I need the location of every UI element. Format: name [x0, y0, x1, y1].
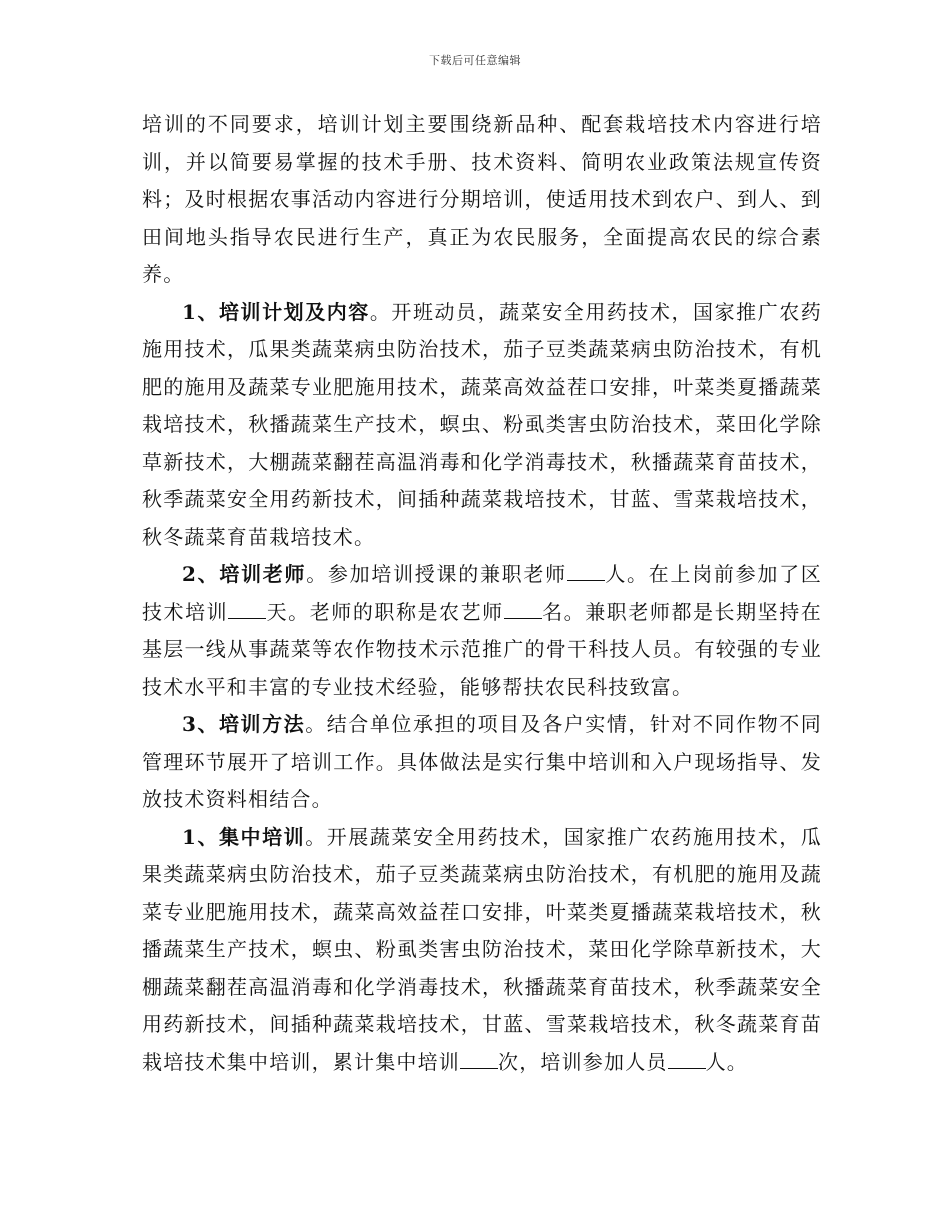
- fill-in-blank: [460, 1050, 498, 1069]
- paragraph-text: 。参加培训授课的兼职老师: [306, 562, 567, 586]
- section-heading: 1、集中培训: [182, 824, 306, 849]
- paragraph-text: 天。老师的职称是农艺师: [266, 599, 504, 624]
- paragraph-text: 。结合单位承担的项目及各户实情，针对不同作物不同管理环节展开了培训工作。具体做法是实行集中培训和入户现场指导、发放技术资料相结合。: [142, 712, 822, 811]
- fill-in-blank: [668, 1050, 706, 1069]
- page-header: 下载后可任意编辑: [429, 54, 521, 67]
- fill-in-blank: [228, 600, 266, 619]
- document-body: [142, 106, 822, 1081]
- section-heading: 1、培训计划及内容: [182, 299, 370, 324]
- section-heading: 3、培训方法: [182, 712, 306, 736]
- paragraph-training-teachers: [142, 556, 822, 706]
- paragraph-text: 。开展蔬菜安全用药技术，国家推广农药施用技术，瓜果类蔬菜病虫防治技术，茄子豆类蔬菜病虫防治技术，有机肥的施用及蔬菜专业肥施用技术，蔬菜高效益茬口安排，叶菜类夏播蔬菜栽培技术，秋播蔬菜生产技术，螟虫、粉虱类害虫防治技术，菜田化学除草新技术，大棚蔬菜翻茬高温消毒和化学消毒技术，秋播蔬菜育苗技术，秋季蔬菜安全用药新技术，间插种蔬菜栽培技术，甘蓝、雪菜栽培技术，秋冬蔬菜育苗栽培技术集中培训，累计集中培训: [142, 824, 822, 1074]
- paragraph-text: 名。兼职老师都是长期坚持在基层一线从事蔬菜等农作物技术示范推广的骨干科技人员。有较强的专业技术水平和丰富的专业技术经验，能够帮扶农民科技致富。: [142, 599, 822, 699]
- paragraph-training-plan: [142, 294, 822, 557]
- paragraph-text: 人。在上岗前参加了区技术培训: [142, 562, 822, 624]
- paragraph-text: 人。: [705, 1049, 749, 1074]
- fill-in-blank: [567, 562, 605, 581]
- paragraph-training-methods: [142, 706, 822, 819]
- section-heading: 2、培训老师: [182, 562, 307, 586]
- paragraph-text: 培训的不同要求，培训计划主要围绕新品种、配套栽培技术内容进行培训，并以简要易掌握的技术手册、技术资料、简明农业政策法规宣传资料；及时根据农事活动内容进行分期培训，使适用技术到农户、到人、到田间地头指导农民进行生产，真正为农民服务，全面提高农民的综合素养。: [142, 112, 822, 286]
- fill-in-blank: [504, 600, 542, 619]
- paragraph-text: 。开班动员，蔬菜安全用药技术，国家推广农药施用技术，瓜果类蔬菜病虫防治技术，茄子豆类蔬菜病虫防治技术，有机肥的施用及蔬菜专业肥施用技术，蔬菜高效益茬口安排，叶菜类夏播蔬菜栽培技术，秋播蔬菜生产技术，螟虫、粉虱类害虫防治技术，菜田化学除草新技术，大棚蔬菜翻茬高温消毒和化学消毒技术，秋播蔬菜育苗技术，秋季蔬菜安全用药新技术，间插种蔬菜栽培技术，甘蓝、雪菜栽培技术，秋冬蔬菜育苗栽培技术。: [142, 299, 822, 549]
- paragraph-text: 次，培训参加人员: [498, 1049, 668, 1074]
- paragraph-centralized-training: [142, 819, 822, 1082]
- paragraph-intro: [142, 106, 822, 294]
